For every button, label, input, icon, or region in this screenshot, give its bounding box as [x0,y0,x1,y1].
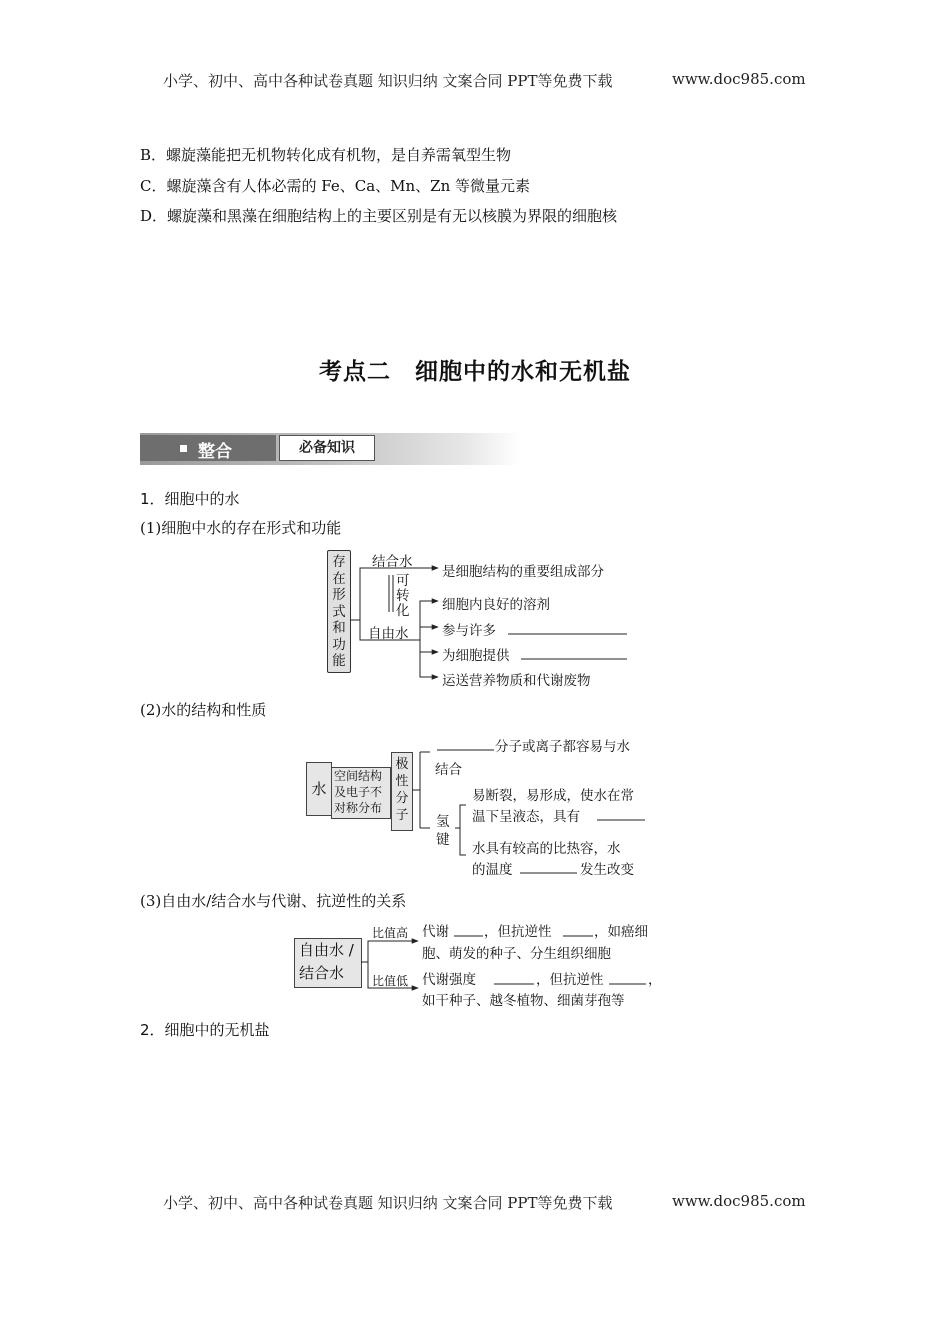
ratio-box-line-2: 结合水 [299,964,345,982]
label-ratio-low: 比值低 [372,974,409,988]
footer-url[interactable]: www.doc985.com [672,1192,806,1210]
hbond-text-2a: 水具有较高的比热容，水 [472,841,621,857]
forms-box-label: 存在形式和功能 [332,554,346,669]
high-text-b: ，但抗逆性 [484,924,552,940]
hbond-label: 氢键 [436,814,450,848]
free-function-1: 细胞内良好的溶剂 [442,597,550,613]
low-text-line2: 如干种子、越冬植物、细菌芽孢等 [422,993,625,1009]
high-text-a: 代谢 [422,924,449,940]
banner-right-label: 必备知识 [279,435,375,461]
bound-function: 是细胞结构的重要组成部分 [442,564,604,580]
footer-left: 小学、初中、高中各种试卷真题 知识归纳 文案合同 PPT等免费下载 [163,1194,613,1212]
section-title: 考点二 细胞中的水和无机盐 [319,359,631,385]
free-function-4: 运送营养物质和代谢废物 [442,673,591,689]
high-text-line2: 胞、萌发的种子、分生组织细胞 [422,946,611,962]
heading-inorganic-salts: 2．细胞中的无机盐 [140,1021,270,1039]
polar-box: 极性分子 [391,752,413,831]
option-c: C．螺旋藻含有人体必需的 Fe、Ca、Mn、Zn 等微量元素 [140,177,531,195]
hbond-text-1b: 温下呈液态，具有 [472,809,580,825]
arrow-high [361,941,418,962]
header-left: 小学、初中、高中各种试卷真题 知识归纳 文案合同 PPT等免费下载 [163,72,613,90]
structure-line-3: 对称分布 [334,801,383,815]
label-free-water: 自由水 [368,626,409,642]
heading-water: 1．细胞中的水 [140,490,240,508]
structure-line-2: 及电子不 [334,785,383,799]
structure-line-1: 空间结构 [334,769,383,783]
subheading-water-forms: (1)细胞中水的存在形式和功能 [140,519,342,537]
polar-text-1: 分子或离子都容易与水 [495,739,630,755]
subheading-water-structure: (2)水的结构和性质 [140,701,267,719]
low-text-c: ， [648,972,662,988]
high-text-c: ，如癌细 [594,924,648,940]
label-convert: 可转化 [396,573,410,619]
option-b: B．螺旋藻能把无机物转化成有机物，是自养需氧型生物 [140,146,512,164]
option-d: D．螺旋藻和黑藻在细胞结构上的主要区别是有无以核膜为界限的细胞核 [140,207,618,225]
low-text-b: ，但抗逆性 [536,972,604,988]
banner-left-label: 整合 [198,442,232,462]
free-function-3: 为细胞提供 [442,648,510,664]
free-function-2: 参与许多 [442,623,496,639]
ratio-box-line-1: 自由水 / [299,941,354,959]
label-ratio-high: 比值高 [372,926,409,940]
hbond-text-1a: 易断裂，易形成，使水在常 [472,788,634,804]
hbond-text-2c: 发生改变 [580,862,634,878]
label-bound-water: 结合水 [372,554,413,570]
water-box: 水 [306,762,332,816]
polar-text-2: 结合 [435,762,462,778]
header-url[interactable]: www.doc985.com [672,70,806,88]
subheading-ratio: (3)自由水/结合水与代谢、抗逆性的关系 [140,892,407,910]
low-text-a: 代谢强度 [422,972,476,988]
hbond-text-2b: 的温度 [472,862,513,878]
